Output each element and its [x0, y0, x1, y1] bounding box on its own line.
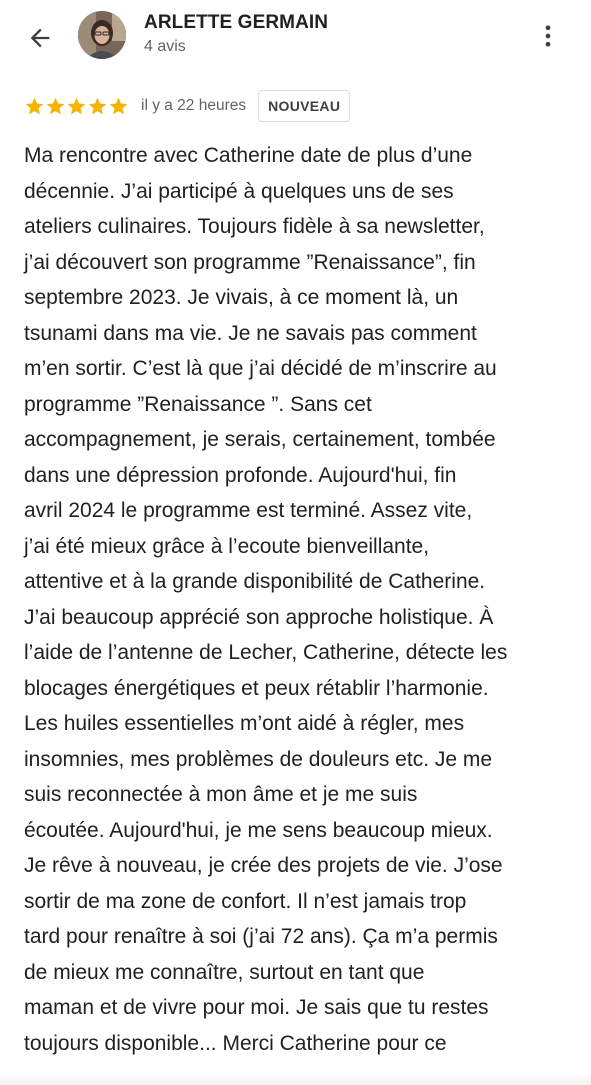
- star-icon: [108, 96, 129, 117]
- reviewer-name[interactable]: ARLETTE GERMAIN: [144, 12, 329, 33]
- bottom-edge: [0, 1073, 591, 1085]
- avatar[interactable]: [78, 11, 126, 59]
- star-icon: [45, 96, 66, 117]
- back-button[interactable]: [22, 20, 58, 56]
- star-icon: [24, 96, 45, 117]
- star-rating: [24, 96, 129, 117]
- avatar-image: [78, 11, 126, 59]
- review-meta: [24, 90, 350, 122]
- review-text: Ma rencontre avec Catherine date de plus d’une décennie. J’ai participé à quelques uns de ses ateliers culinaires. Toujours fidèle à sa newsletter, j’ai découvert son programme ”Renaissance”, fin septembre 2023. Je vivais, à ce moment là, un tsunami dans ma vie. Je ne savais pas comment m’en sortir. C’est là que j’ai décidé de m’inscrire au programme ”Renaissance ”. Sans cet accompagnement, je serais, certainement, tombée dans une dépression profonde. Aujourd'hui, fin avril 2024 le programme est terminé. Assez vite, j’ai été mieux grâce à l’ecoute bienveillante, attentive et à la grande disponibilité de Catherine. J’ai beaucoup apprécié son approche holistique. À l’aide de l’antenne de Lecher, Catherine, détecte les blocages énergétiques et peux rétablir l’harmonie. Les huiles essentielles m’ont aidé à régler, mes insomnies, mes problèmes de douleurs etc. Je me suis reconnectée à mon âme et je me suis écoutée. Aujourd'hui, je me sens beaucoup mieux. Je rêve à nouveau, je crée des projets de vie. J’ose sortir de ma zone de confort. Il n’est jamais trop tard pour renaître à soi (j’ai 72 ans). Ça m’a permis de mieux me connaître, surtout en tant que maman et de vivre pour moi. Je sais que tu restes toujours disponible... Merci Catherine pour ce: [24, 144, 508, 1055]
- star-icon: [66, 96, 87, 117]
- more-options-button[interactable]: [530, 18, 566, 54]
- star-icon: [87, 96, 108, 117]
- review-time: il y a 22 heures: [141, 97, 247, 114]
- more-vert-icon: [534, 22, 562, 50]
- header: [0, 0, 591, 76]
- review-count: 4 avis: [144, 38, 186, 55]
- arrow-left-icon: [26, 24, 54, 52]
- new-badge: NOUVEAU: [258, 90, 350, 122]
